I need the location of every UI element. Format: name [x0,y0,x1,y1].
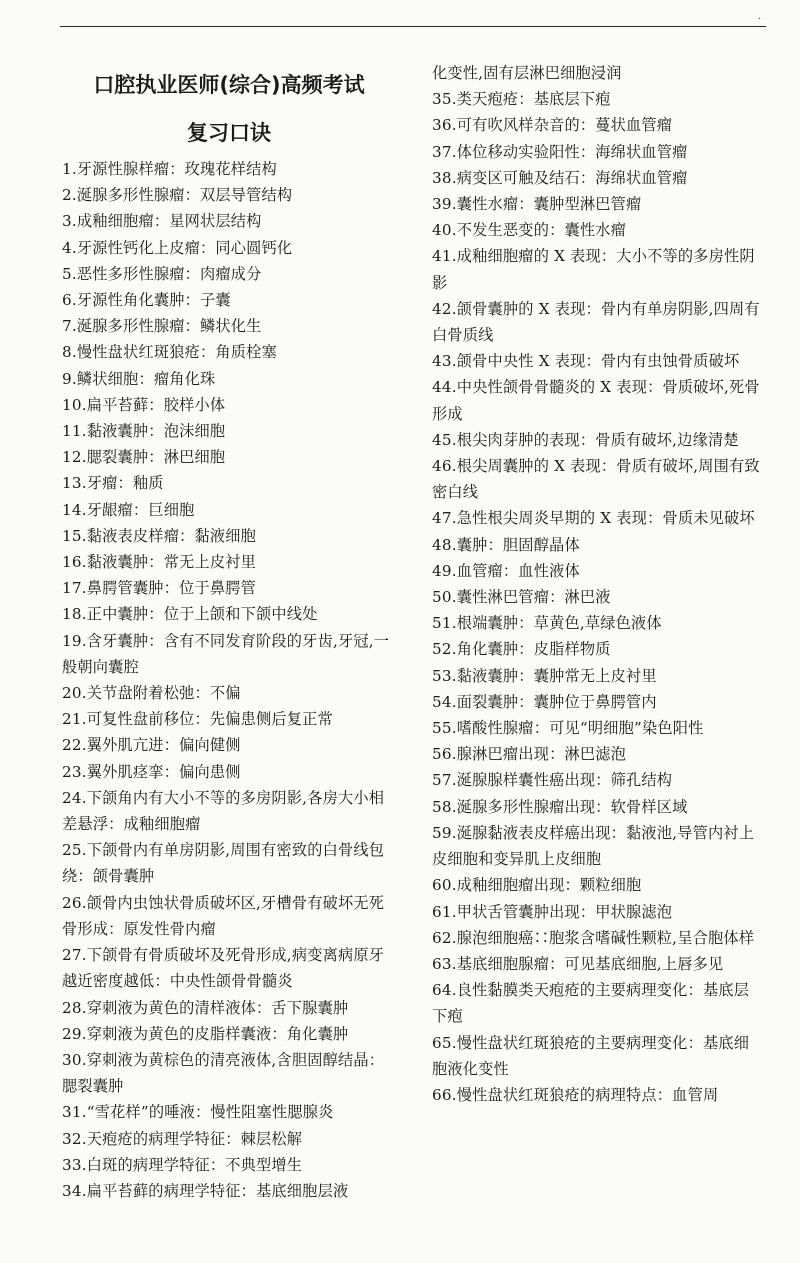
list-item: 6.牙源性角化囊肿：子囊 [62,291,231,310]
list-item: 30.穿刺液为黄棕色的清亮液体,含胆固醇结晶：腮裂囊肿 [62,1050,385,1096]
list-item: 18.正中囊肿：位于上颌和下颌中线处 [62,605,318,624]
list-item: 64.良性黏膜类天疱疮的主要病理变化：基底层下疱 [432,981,750,1026]
list-item: 55.嗜酸性腺瘤：可见“明细胞”染色阳性 [432,719,704,738]
list-item: 32.天疱疮的病理学特征：棘层松解 [62,1129,303,1148]
left-column [60,60,398,1204]
list-item: 15.黏液表皮样瘤：黏液细胞 [62,526,257,545]
list-item: 3.成釉细胞瘤：星网状层结构 [62,212,262,231]
list-item: 8.慢性盘状红斑狼疮：角质栓塞 [62,343,277,362]
list-item: 35.类天疱疮：基底层下疱 [432,90,611,109]
list-item: 28.穿刺液为黄色的清样液体：舌下腺囊肿 [62,998,349,1017]
list-item: 56.腺淋巴瘤出现：淋巴滤泡 [432,745,627,764]
list-item: 38.病变区可触及结石：海绵状血管瘤 [432,168,688,187]
list-item: 26.颌骨内虫蚀状骨质破坏区,牙槽骨有破坏无死骨形成：原发性骨内瘤 [62,893,385,938]
list-item: 12.腮裂囊肿：淋巴细胞 [62,448,226,467]
list-item: 39.囊性水瘤：囊肿型淋巴管瘤 [432,195,642,214]
document-subtitle: 复习口诀 [187,121,271,145]
list-item: 60.成釉细胞瘤出现：颗粒细胞 [432,876,642,895]
right-column [432,60,762,1108]
list-item: 65.慢性盘状红斑狼疮的主要病理变化：基底细胞液化变性 [432,1033,750,1078]
list-item: 29.穿刺液为黄色的皮脂样囊液：角化囊肿 [62,1024,349,1043]
list-item: 19.含牙囊肿：含有不同发育阶段的牙齿,牙冠,一般朝向囊腔 [62,631,390,676]
list-item: 21.可复性盘前移位：先偏患侧后复正常 [62,710,333,729]
list-item: 36.可有吹风样杂音的：蔓状血管瘤 [432,116,673,135]
list-item: 17.鼻腭管囊肿：位于鼻腭管 [62,579,257,598]
list-item: 25.下颌骨内有单房阴影,周围有密致的白骨线包绕：颌骨囊肿 [62,841,385,886]
list-item: 33.白斑的病理学特征：不典型增生 [62,1155,303,1174]
list-item: 54.面裂囊肿：囊肿位于鼻腭管内 [432,692,657,711]
list-item: 42.颌骨囊肿的 X 表现：骨内有单房阴影,四周有白骨质线 [432,299,760,345]
left-mnemonic-list [60,156,398,1204]
list-item: 61.甲状舌管囊肿出现：甲状腺滤泡 [432,902,673,921]
list-item: 16.黏液囊肿：常无上皮衬里 [62,553,257,572]
list-item: 58.涎腺多形性腺瘤出现：软骨样区域 [432,797,688,816]
list-item: 43.颌骨中央性 X 表现：骨内有虫蚀骨质破坏 [432,352,740,371]
list-item: 37.体位移动实验阳性：海绵状血管瘤 [432,142,688,161]
top-rule [60,26,766,27]
list-item: 4.牙源性钙化上皮瘤：同心圆钙化 [62,238,293,257]
list-item: 11.黏液囊肿：泡沫细胞 [62,422,226,441]
list-item: 62.腺泡细胞癌∷胞浆含嗜碱性颗粒,呈合胞体样 [432,928,755,947]
list-item: 57.涎腺腺样囊性癌出现：筛孔结构 [432,771,673,790]
right-mnemonic-list [432,60,762,1108]
list-item: 10.扁平苔藓：胶样小体 [62,395,226,414]
list-item: 59.涎腺黏液表皮样癌出现：黏液池,导管内衬上皮细胞和变异肌上皮细胞 [432,823,755,869]
list-item: 44.中央性颌骨骨髓炎的 X 表现：骨质破坏,死骨形成 [432,378,760,423]
list-item: 7.涎腺多形性腺瘤：鳞状化生 [62,317,262,336]
list-item: 27.下颌骨有骨质破坏及死骨形成,病变离病原牙越近密度越低：中央性颌骨骨髓炎 [62,946,385,991]
list-item: 5.恶性多形性腺瘤：肉瘤成分 [62,264,262,283]
list-item: 9.鳞状细胞：瘤角化珠 [62,369,216,388]
corner-mark: · [758,14,762,25]
list-item: 14.牙龈瘤：巨细胞 [62,500,195,519]
list-item: 41.成釉细胞瘤的 X 表现：大小不等的多房性阴影 [432,247,755,292]
list-item: 23.翼外肌痉挛：偏向患侧 [62,762,241,781]
list-item: 50.囊性淋巴管瘤：淋巴液 [432,588,611,607]
list-item: 22.翼外肌亢进：偏向健侧 [62,736,241,755]
list-item: 20.关节盘附着松弛：不偏 [62,684,241,703]
list-item: 40.不发生恶变的：囊性水瘤 [432,221,627,240]
list-item: 63.基底细胞腺瘤：可见基底细胞,上唇多见 [432,954,724,973]
list-item: 53.黏液囊肿：囊肿常无上皮衬里 [432,666,657,685]
list-item: 49.血管瘤：血性液体 [432,561,580,580]
list-item: 48.囊肿：胆固醇晶体 [432,535,580,554]
list-item: 51.根端囊肿：草黄色,草绿色液体 [432,614,662,633]
list-item: 46.根尖周囊肿的 X 表现：骨质有破坏,周围有致密白线 [432,457,760,502]
list-item: 13.牙瘤：釉质 [62,474,164,493]
list-item: 47.急性根尖周炎早期的 X 表现：骨质未见破坏 [432,509,755,528]
list-item: 化变性,固有层淋巴细胞浸润 [432,64,622,82]
list-item: 2.涎腺多形性腺瘤：双层导管结构 [62,186,293,205]
list-item: 1.牙源性腺样瘤：玫瑰花样结构 [62,160,277,178]
list-item: 52.角化囊肿：皮脂样物质 [432,640,611,659]
list-item: 34.扁平苔藓的病理学特征：基底细胞层液 [62,1181,349,1200]
document-title: 口腔执业医师(综合)高频考试 [93,73,365,97]
list-item: 45.根尖肉芽肿的表现：骨质有破坏,边缘清楚 [432,430,739,449]
list-item: 31.“雪花样”的唾液：慢性阻塞性腮腺炎 [62,1103,334,1122]
list-item: 66.慢性盘状红斑狼疮的病理特点：血管周 [432,1085,719,1104]
list-item: 24.下颌角内有大小不等的多房阴影,各房大小相差悬浮：成釉细胞瘤 [62,788,385,834]
